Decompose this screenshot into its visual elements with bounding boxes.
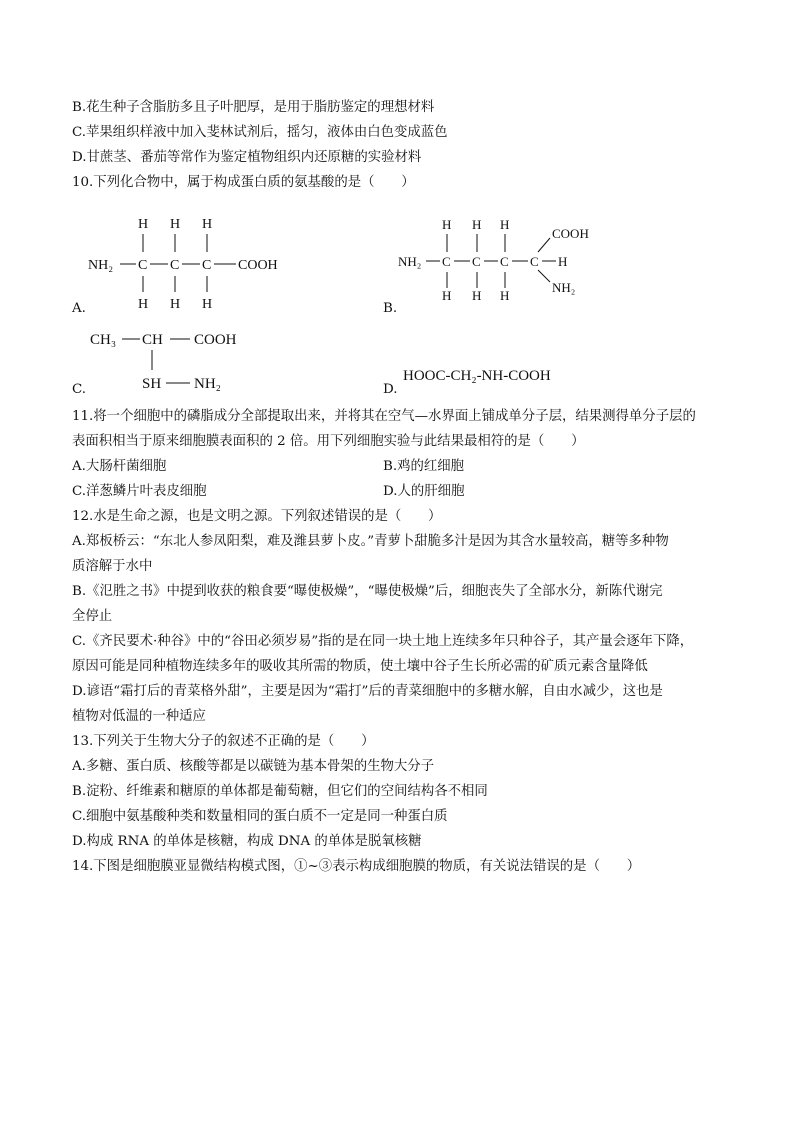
structure-b-diagram bbox=[398, 216, 608, 308]
a-h-top-1: H bbox=[138, 217, 149, 232]
structure-b bbox=[398, 216, 608, 313]
c-cooh: COOH bbox=[194, 332, 237, 348]
b-h-top-1: H bbox=[442, 217, 452, 232]
a-h-bot-2: H bbox=[170, 297, 181, 312]
q11-option-b: B.鸡的红细胞 bbox=[383, 459, 465, 474]
c-sh: SH bbox=[142, 376, 162, 392]
q11-option-a: A.大肠杆菌细胞 bbox=[72, 459, 167, 474]
b-h-bot-2: H bbox=[472, 288, 482, 303]
q12-option-c-1: C.《齐民要术·种谷》中的“谷田必须岁易”指的是在同一块土地上连续多年只种谷子，其产量会逐年下降， bbox=[72, 634, 694, 649]
b-cooh: COOH bbox=[552, 226, 589, 241]
q12-option-b-1: B.《氾胜之书》中提到收获的粮食要“曝使极燥”，“曝使极燥”后，细胞丧失了全部水分，新陈代谢完 bbox=[72, 584, 663, 599]
q13-option-a: A.多糖、蛋白质、核酸等都是以碳链为基本骨架的生物大分子 bbox=[72, 759, 435, 774]
q11-stem-1: 11.将一个细胞中的磷脂成分全部提取出来，并将其在空气—水界面上铺成单分子层，结果测得单分子层的 bbox=[72, 409, 696, 424]
q11-stem-2: 表面积相当于原来细胞膜表面积的 2 倍。用下列细胞实验与此结果最相符的是（ ） bbox=[72, 434, 585, 449]
a-h-top-2: H bbox=[170, 217, 181, 232]
q13-option-c: C.细胞中氨基酸种类和数量相同的蛋白质不一定是同一种蛋白质 bbox=[72, 809, 448, 824]
structure-d-formula: HOOC-CH₂-NH-COOH bbox=[403, 368, 551, 384]
b-c3: C bbox=[500, 254, 509, 269]
structure-c-diagram bbox=[90, 326, 260, 396]
b-h-bot-3: H bbox=[500, 288, 510, 303]
c-ch: CH bbox=[142, 332, 163, 348]
b-h-top-2: H bbox=[472, 217, 482, 232]
q13-stem: 13.下列关于生物大分子的叙述不正确的是（ ） bbox=[72, 734, 375, 749]
q11-option-c: C.洋葱鳞片叶表皮细胞 bbox=[72, 484, 207, 499]
a-h-top-3: H bbox=[202, 217, 213, 232]
a-h-bot-3: H bbox=[202, 297, 213, 312]
b-nh2: NH₂ bbox=[398, 254, 422, 269]
b-c2: C bbox=[472, 254, 481, 269]
structure-a-label: A. bbox=[72, 301, 86, 316]
a-nh2: NH₂ bbox=[88, 258, 114, 273]
b-c1: C bbox=[442, 254, 451, 269]
q12-option-b-2: 全停止 bbox=[72, 609, 113, 624]
q11-option-d: D.人的肝细胞 bbox=[383, 484, 465, 499]
b-nh2-bottom: NH₂ bbox=[552, 280, 576, 295]
b-c4: C bbox=[530, 254, 539, 269]
structure-d-label: D. bbox=[383, 382, 398, 397]
q12-stem: 12.水是生命之源，也是文明之源。下列叙述错误的是（ ） bbox=[72, 509, 442, 524]
a-cooh: COOH bbox=[238, 258, 278, 273]
q12-option-c-2: 原因可能是同种植物连续多年的吸收其所需的物质，使土壤中谷子生长所必需的矿质元素含量降低 bbox=[72, 659, 648, 674]
structure-b-label: B. bbox=[383, 301, 398, 316]
a-c3: C bbox=[202, 258, 212, 273]
q12-option-d-1: D.谚语“霜打后的青菜格外甜”，主要是因为“霜打”后的青菜细胞中的多糖水解，自由水减少，这也是 bbox=[72, 684, 663, 699]
q13-option-b: B.淀粉、纤维素和糖原的单体都是葡萄糖，但它们的空间结构各不相同 bbox=[72, 784, 488, 799]
c-ch3: CH₃ bbox=[90, 332, 117, 348]
q10-stem: 10.下列化合物中，属于构成蛋白质的氨基酸的是（ ） bbox=[72, 175, 415, 190]
structure-c bbox=[90, 326, 260, 401]
q12-option-a-2: 质溶解于水中 bbox=[72, 559, 153, 574]
q13-option-d: D.构成 RNA 的单体是核糖，构成 DNA 的单体是脱氧核糖 bbox=[72, 834, 422, 849]
q12-option-d-2: 植物对低温的一种适应 bbox=[72, 709, 206, 724]
c-nh2: NH₂ bbox=[194, 376, 221, 392]
a-h-bot-1: H bbox=[138, 297, 149, 312]
structure-c-label: C. bbox=[72, 382, 87, 397]
q9-option-d: D.甘蔗茎、番茄等常作为鉴定植物组织内还原糖的实验材料 bbox=[72, 150, 422, 165]
b-h-bot-1: H bbox=[442, 288, 452, 303]
b-h-right: H bbox=[558, 254, 568, 269]
a-c2: C bbox=[170, 258, 180, 273]
structure-a bbox=[88, 214, 308, 315]
q12-option-a-1: A.郑板桥云：“东北人参凤阳梨，难及潍县萝卜皮。”青萝卜甜脆多汁是因为其含水量较高，糖等多种物 bbox=[72, 534, 669, 549]
b-h-top-3: H bbox=[500, 217, 510, 232]
q14-stem: 14.下图是细胞膜亚显微结构模式图，①~③表示构成细胞膜的物质，有关说法错误的是（ ） bbox=[72, 859, 641, 874]
q9-option-c: C.苹果组织样液中加入斐林试剂后，摇匀，液体由白色变成蓝色 bbox=[72, 125, 448, 140]
q9-option-b: B.花生种子含脂肪多且子叶肥厚，是用于脂肪鉴定的理想材料 bbox=[72, 100, 435, 115]
a-c1: C bbox=[138, 258, 148, 273]
structure-a-diagram bbox=[88, 214, 308, 310]
